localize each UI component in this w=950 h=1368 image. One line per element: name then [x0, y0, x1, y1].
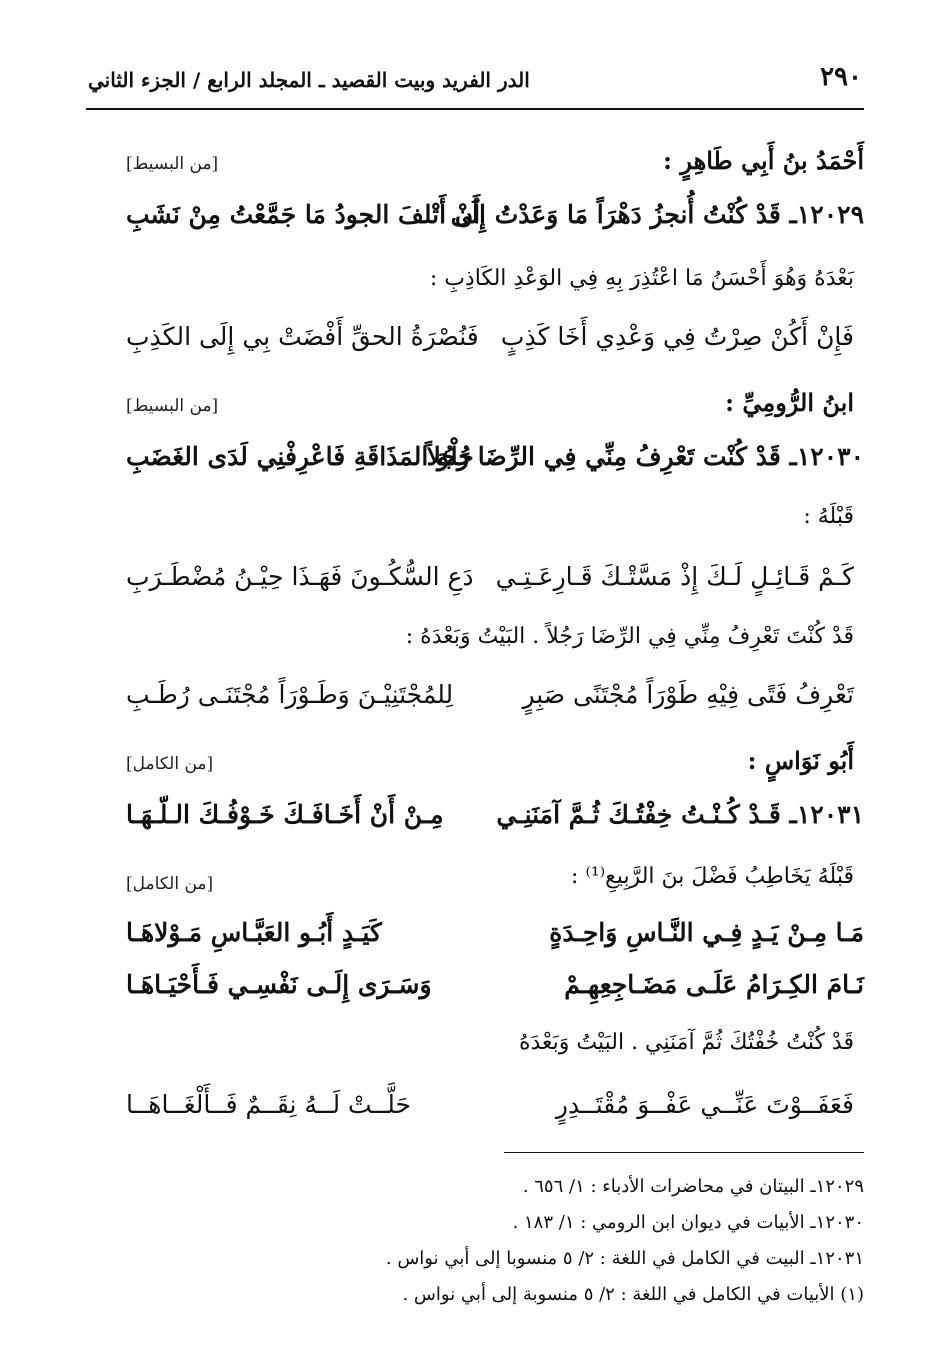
prose-line — [86, 624, 864, 668]
verse-12030 — [86, 442, 864, 486]
commentary-text: قَدْ كُنْتَ تَعْرِفُ مِنِّي فِي الرِّضَا رَجُلاً . البَيْتُ وَبَعْدَهُ : — [405, 624, 854, 649]
verse-second-hemistich: حَلَّــتْ لَــهُ نِقَــمٌ فَــأَلْغَــاهَــا — [126, 1090, 411, 1119]
verse-first-hemistich: فَإِنْ أَكُنْ صِرْتُ فِي وَعْدِي أَخَا كَذِبٍ — [500, 322, 854, 351]
commentary-text: قَدْ كُنْتُ خُفْتُكَ ثُمَّ آمَنَنِي . البَيْتُ وَبَعْدَهُ — [518, 1030, 854, 1055]
verse — [86, 322, 864, 366]
running-title: الدر الفريد وبيت القصيد ـ المجلد الرابع / الجزء الثاني — [88, 68, 530, 92]
verse-second-hemistich: وَسَـرَى إِلَـى نَفْسِـي فَـأَحْيَـاهَـا — [126, 970, 432, 999]
footnote: ١٢٠٣٠ـ الأبيات في ديوان ابن الرومي : ١/ ١٨٣ . — [512, 1212, 864, 1233]
meter-label: [من البسيط] — [126, 396, 219, 416]
prose-line — [86, 864, 864, 908]
verse — [86, 680, 864, 724]
verse-second-hemistich: دَعِ السُّكُـونَ فَهَـذَا حِيْـنُ مُضْطَـرَبِ — [126, 562, 474, 591]
verse-first-hemistich: ١٢٠٣١ـ قَـدْ كُـنْـتُ خِفْتُـكَ ثُـمَّ آمَنَنِـي — [496, 800, 864, 829]
verse-second-hemistich: كَيَـدٍ أَبُـو العَبَّـاسِ مَـوْلاهَـا — [126, 918, 382, 947]
verse — [86, 562, 864, 606]
poet-name: أَحْمَدُ بنُ أَبِي طَاهِرٍ : — [663, 146, 864, 175]
verse-12031 — [86, 800, 864, 844]
verse-first-hemistich: كَـمْ قَـائِـلٍ لَـكَ إِذْ مَسَّتْـكَ قَـارِعَـتِـي — [495, 562, 854, 591]
page-number: ٢٩٠ — [820, 62, 862, 92]
meter-label: [من الكامل] — [126, 874, 214, 894]
footnote: (١) الأبيات في الكامل في اللغة : ٢/ ٥ منسوبة إلى أبي نواس . — [402, 1284, 864, 1305]
verse — [86, 970, 864, 1014]
prose-line — [86, 266, 864, 310]
commentary-text: قَبْلَهُ يَخَاطِبُ فَضْلَ بنَ الرَّبِيعِ⁽¹⁾ : — [571, 864, 854, 889]
verse-second-hemistich: فَنُصْرَةُ الحقِّ أَفْضَتْ بِي إِلَى الكَذِبِ — [126, 322, 479, 351]
footnote: ١٢٠٢٩ـ البيتان في محاضرات الأدباء : ١/ ٦٥٦ . — [522, 1176, 864, 1197]
footnote: ١٢٠٣١ـ البيت في الكامل في اللغة : ٢/ ٥ منسوبا إلى أبي نواس . — [385, 1248, 864, 1269]
commentary-text: قَبْلَهُ : — [803, 504, 854, 529]
verse-second-hemistich: حُلْوَ المَذَاقَةِ فَاعْرِفْنِي لَدَى الغَضَبِ — [126, 442, 474, 471]
verse-first-hemistich: ١٢٠٢٩ـ قَدْ كُنْتُ أُنجزُ دَهْرَاً مَا وَعَدْتُ إِلَى — [450, 200, 864, 229]
verse — [86, 1090, 864, 1134]
verse-12029 — [86, 200, 864, 244]
verse-first-hemistich: ١٢٠٣٠ـ قَدْ كُنْت تَعْرِفُ مِنِّي فِي الرِّضَا رَجُلاً — [426, 442, 864, 471]
verse-first-hemistich: نَـامَ الكِـرَامُ عَلَـى مَضَـاجِعِهِـمْ — [564, 970, 864, 999]
poet-line-3 — [86, 746, 864, 790]
verse-second-hemistich: مِـنْ أَنْ أَخَـافَـكَ خَـوْفُـكَ الـلّـهَـا — [126, 800, 444, 829]
verse-first-hemistich: فَعَفَــوْتَ عَنِّــي عَفْــوَ مُقْتَــدِرٍ — [555, 1090, 854, 1119]
meter-label: [من البسيط] — [126, 154, 219, 174]
verse-first-hemistich: مَـا مِـنْ يَـدٍ فِـي النَّـاسِ وَاحِـدَةٍ — [549, 918, 864, 947]
prose-line — [86, 504, 864, 548]
poet-name: أَبُو نَوَاسٍ : — [747, 746, 854, 775]
meter-label: [من الكامل] — [126, 754, 214, 774]
commentary-text: بَعْدَهُ وَهُوَ أَحْسَنُ مَا اعْتُذِرَ بِهِ فِي الوَعْدِ الكَاذِبِ : — [429, 266, 854, 291]
verse-first-hemistich: تَعْرِفُ فَتًى فِيْهِ طَوْرَاً مُجْتَنًى صَبِرٍ — [522, 680, 854, 709]
prose-line — [86, 1030, 864, 1074]
verse — [86, 918, 864, 962]
verse-second-hemistich: لِلمُجْتَنِيْـنَ وَطَـوْرَاً مُجْتَنَـى رُطَـبِ — [126, 680, 454, 709]
verse-second-hemistich: أَنْ أَتْلفَ الجودُ مَا جَمَّعْتُ مِنْ نَشَبِ — [126, 200, 481, 229]
poet-name: ابنُ الرُّومِيِّ : — [725, 388, 854, 417]
header-divider — [86, 108, 864, 110]
poet-line-2 — [86, 388, 864, 432]
footnote-divider — [504, 1152, 864, 1153]
poet-line-1 — [86, 146, 864, 190]
